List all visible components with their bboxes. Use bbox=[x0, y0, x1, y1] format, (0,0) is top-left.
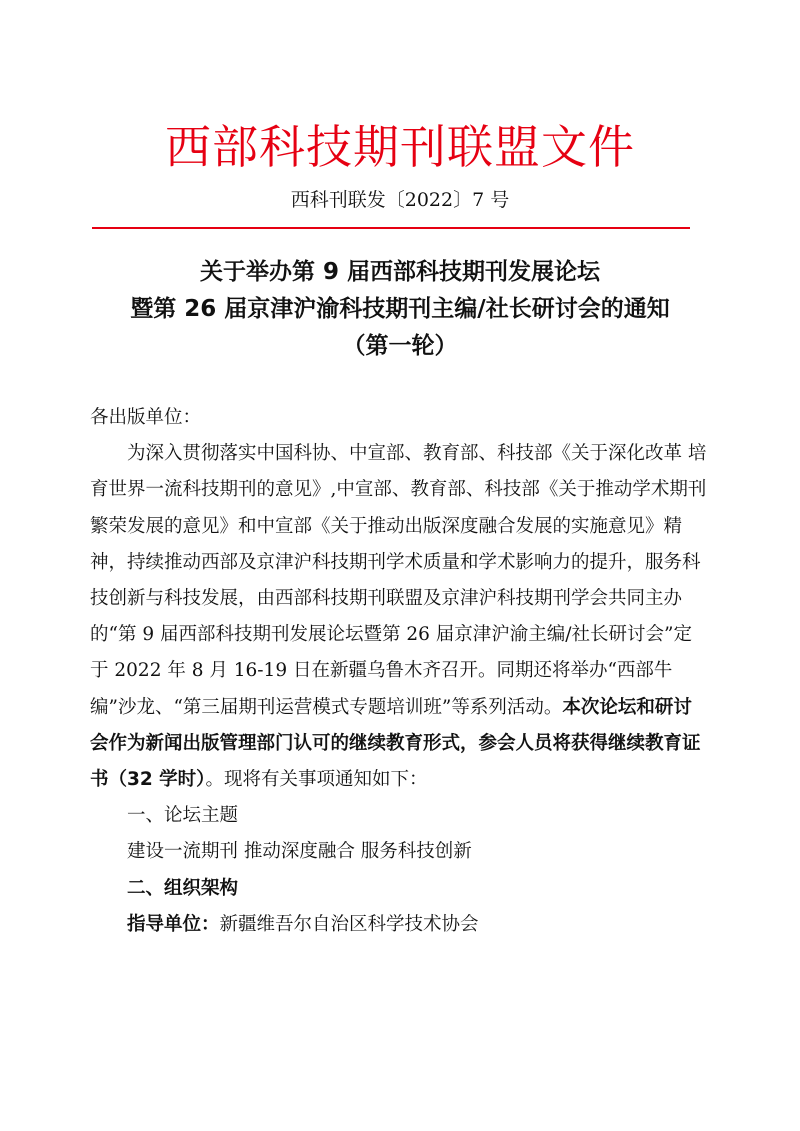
notice-title-line-2: 暨第 26 届京津沪渝科技期刊主编/社长研讨会的通知 bbox=[130, 296, 670, 322]
salutation: 各出版单位： bbox=[90, 407, 202, 428]
notice-body bbox=[90, 400, 710, 943]
notice-title-line-1: 关于举办第 9 届西部科技期刊发展论坛 bbox=[199, 259, 601, 285]
red-divider-line bbox=[92, 227, 690, 229]
guide-unit-value: 新疆维吾尔自治区科学技术协会 bbox=[219, 913, 479, 935]
continuing-education-note: 本次论坛和研讨会作为新闻出版管理部门认可的继续教育形式，参会人员将获得继续教育证书（32 学时） bbox=[90, 696, 701, 791]
notice-title-line-3: （第一轮） bbox=[342, 333, 458, 359]
section-1-text: 建设一流期刊 推动深度融合 服务科技创新 bbox=[127, 841, 472, 863]
intro-paragraph-text: 为深入贯彻落实中国科协、中宣部、教育部、科技部《关于深化改革 培育世界一流科技期刊的意见》,中宣部、教育部、科技部《关于推动学术期刊繁荣发展的意见》和中宣部《关于推动出版深度融合发展的实施意见》精神，持续推动西部及京津沪科技期刊学术质量和学术影响力的提升，服务科技创新与科技发展，由西部科技期刊联盟及京津沪科技期刊学会共同主办的“第 9 届西部科技期刊发展论坛暨第 26 届京津沪渝主编/社长研讨会”定于 2022 年 8 月 16-19 日在新疆乌鲁木齐召开。同期还将举办“西部牛编”沙龙、“第三届期刊运营模式专题培训班”等系列活动。 bbox=[90, 443, 707, 718]
section-1-heading: 一、论坛主题 bbox=[127, 805, 239, 827]
masthead-title: 西部科技期刊联盟文件 bbox=[165, 120, 635, 174]
guide-unit-label: 指导单位： bbox=[127, 913, 220, 935]
guide-unit-line bbox=[90, 907, 710, 943]
section-2-heading: 二、组织架构 bbox=[127, 877, 239, 899]
intro-paragraph bbox=[90, 436, 710, 798]
notice-title bbox=[60, 254, 740, 365]
intro-paragraph-end: 。现将有关事项通知如下： bbox=[205, 769, 428, 791]
document-number: 西科刊联发〔2022〕7 号 bbox=[290, 189, 510, 211]
